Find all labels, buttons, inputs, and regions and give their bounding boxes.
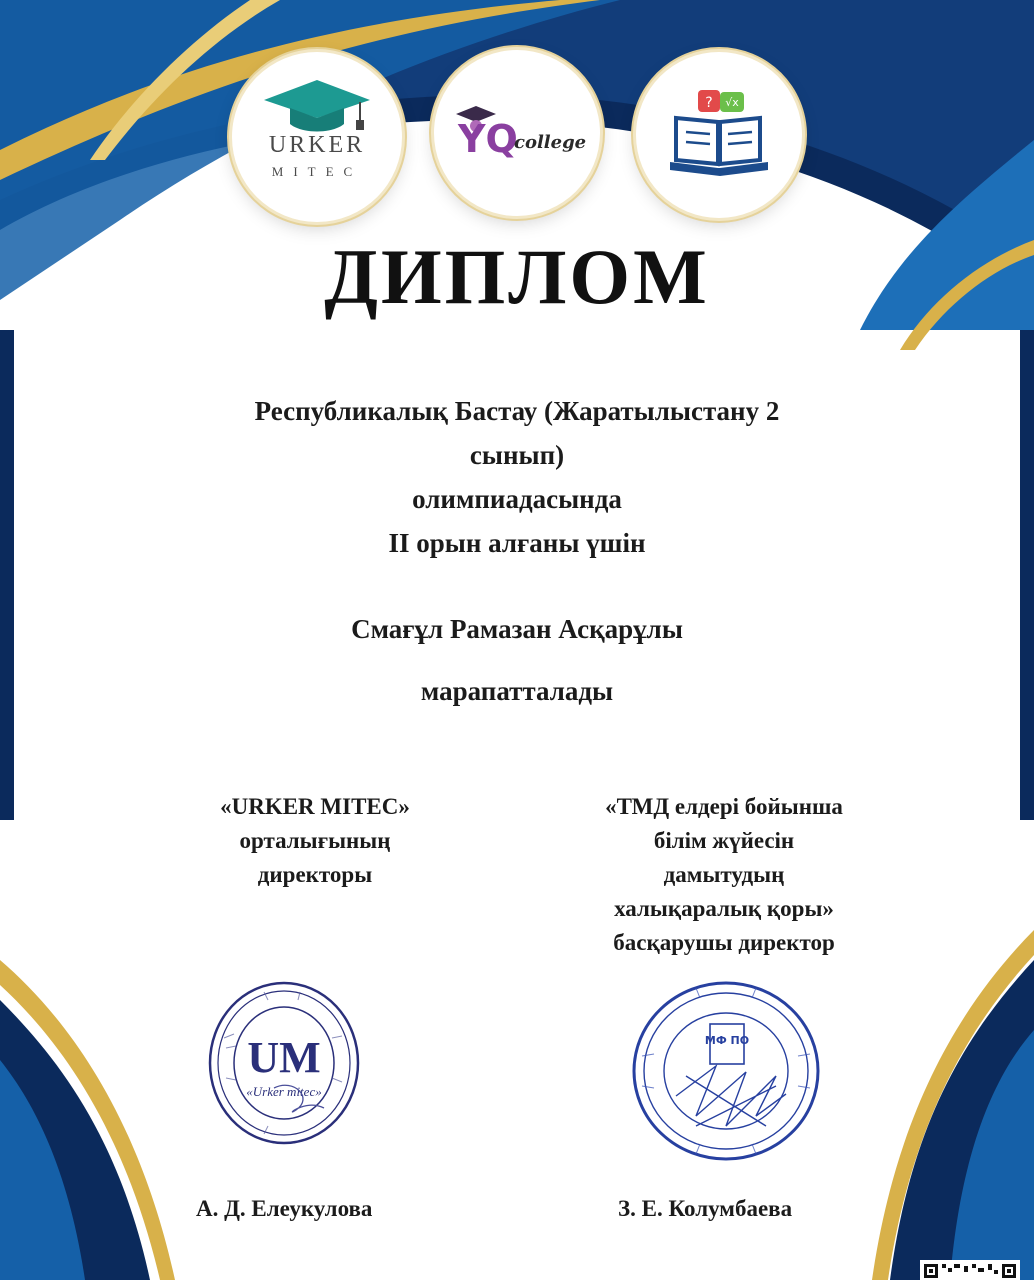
open-book-icon <box>670 90 768 176</box>
competition-line-3: олимпиадасында <box>412 484 622 514</box>
right-title-line: білім жүйесін <box>653 828 795 853</box>
competition-line-2: сынып) <box>469 440 565 470</box>
qr-code[interactable] <box>920 1260 1020 1280</box>
graduation-cap-icon <box>264 80 370 132</box>
right-title-line: халықаралық қоры» <box>614 896 834 921</box>
right-title-line: басқарушы директор <box>613 930 835 955</box>
right-stamp-letters: МФ ПО <box>704 1034 750 1047</box>
right-signatory-name: З. Е. Колумбаева <box>618 1196 793 1221</box>
svg-text:√x: √x <box>725 96 739 109</box>
logo-urker-text: URKER <box>268 132 366 158</box>
left-stamp <box>204 978 364 1148</box>
place-line: II орын алғаны үшін <box>388 528 646 558</box>
left-signatory-title <box>150 790 480 892</box>
diploma-title: ДИПЛОМ <box>324 233 710 320</box>
awarded-text: марапатталады <box>420 676 614 706</box>
logo-college-text: college <box>514 132 587 153</box>
urker-mitec-logo <box>232 52 402 222</box>
recipient-name: Смағұл Рамазан Асқарұлы <box>351 614 683 644</box>
logo-mitec-text: MITEC <box>271 164 363 179</box>
left-title-line: «URKER MITEC» <box>220 794 410 819</box>
logo-yq-letters: YQ <box>458 117 518 161</box>
left-stamp-letters: UM <box>247 1033 321 1082</box>
competition-line-1: Республикалық Бастау (Жаратылыстану 2 <box>254 396 780 426</box>
left-stamp-sub: «Urker mitec» <box>246 1084 322 1099</box>
left-signatory-name: А. Д. Елеукулова <box>196 1196 373 1221</box>
book-logo <box>636 52 802 218</box>
svg-text:?: ? <box>705 95 713 111</box>
left-title-line: директоры <box>257 862 373 887</box>
right-title-line: «ТМД елдері бойынша <box>605 794 843 819</box>
left-title-line: орталығының <box>239 828 391 853</box>
yq-college-logo <box>434 50 600 216</box>
right-signatory-title <box>548 790 900 960</box>
right-stamp <box>626 976 826 1166</box>
right-title-line: дамытудың <box>663 862 785 887</box>
